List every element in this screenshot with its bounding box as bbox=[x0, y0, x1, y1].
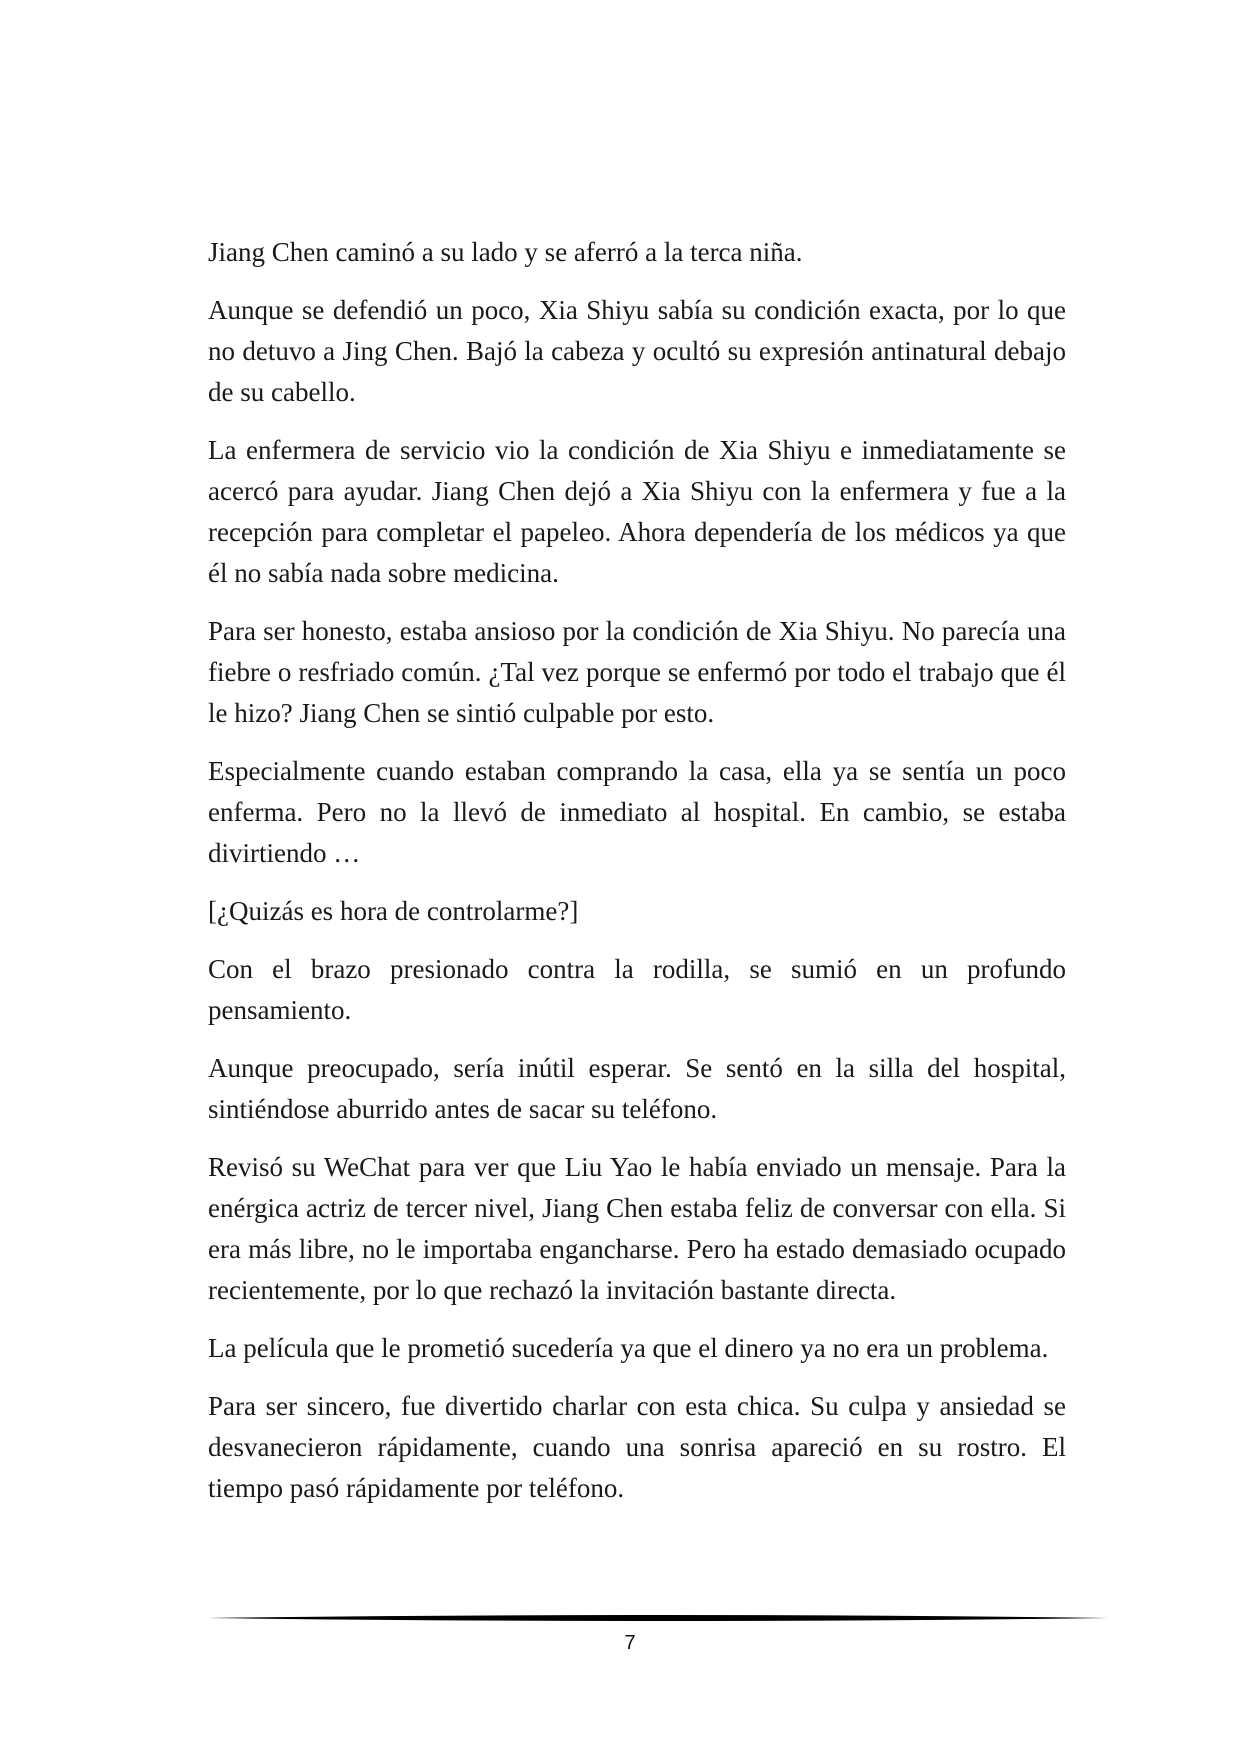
paragraph-2: Aunque se defendió un poco, Xia Shiyu sabía su condición exacta, por lo que no detuvo a Jing Chen. Bajó la cabeza y ocultó su expresión antinatural debajo de su cabello. bbox=[208, 295, 1066, 407]
paragraph-8: Aunque preocupado, sería inútil esperar. Se sentó en la silla del hospital, sintiéndose aburrido antes de sacar su teléfono. bbox=[208, 1053, 1066, 1124]
paragraph-11: Para ser sincero, fue divertido charlar con esta chica. Su culpa y ansiedad se desvanecieron rápidamente, cuando una sonrisa apareció en su rostro. El tiempo pasó rápidamente por teléfono. bbox=[208, 1391, 1066, 1503]
page-number: 7 bbox=[624, 1632, 636, 1654]
paragraph-3: La enfermera de servicio vio la condición de Xia Shiyu e inmediatamente se acercó para ayudar. Jiang Chen dejó a Xia Shiyu con la enfermera y fue a la recepción para completar el papeleo. Ahora dependería de los médicos ya que él no sabía nada sobre medicina. bbox=[208, 435, 1066, 588]
paragraph-4: Para ser honesto, estaba ansioso por la condición de Xia Shiyu. No parecía una fiebre o resfriado común. ¿Tal vez porque se enfermó por todo el trabajo que él le hizo? Jiang Chen se sintió culpable por esto. bbox=[208, 616, 1066, 728]
paragraph-10: La película que le prometió sucedería ya que el dinero ya no era un problema. bbox=[208, 1333, 1049, 1363]
paragraph-7: Con el brazo presionado contra la rodilla, se sumió en un profundo pensamiento. bbox=[208, 954, 1066, 1025]
paragraph-9: Revisó su WeChat para ver que Liu Yao le había enviado un mensaje. Para la enérgica actriz de tercer nivel, Jiang Chen estaba feliz de conversar con ella. Si era más libre, no le importaba engancharse. Pero ha estado demasiado ocupado recientemente, por lo que rechazó la invitación bastante directa. bbox=[208, 1152, 1066, 1305]
paragraph-1: Jiang Chen caminó a su lado y se aferró a la terca niña. bbox=[208, 237, 803, 267]
footer-rule bbox=[208, 1612, 1108, 1624]
document-body bbox=[208, 232, 1066, 1526]
paragraph-6: [¿Quizás es hora de controlarme?] bbox=[208, 896, 579, 926]
paragraph-5: Especialmente cuando estaban comprando la casa, ella ya se sentía un poco enferma. Pero no la llevó de inmediato al hospital. En cambio, se estaba divirtiendo … bbox=[208, 756, 1066, 868]
